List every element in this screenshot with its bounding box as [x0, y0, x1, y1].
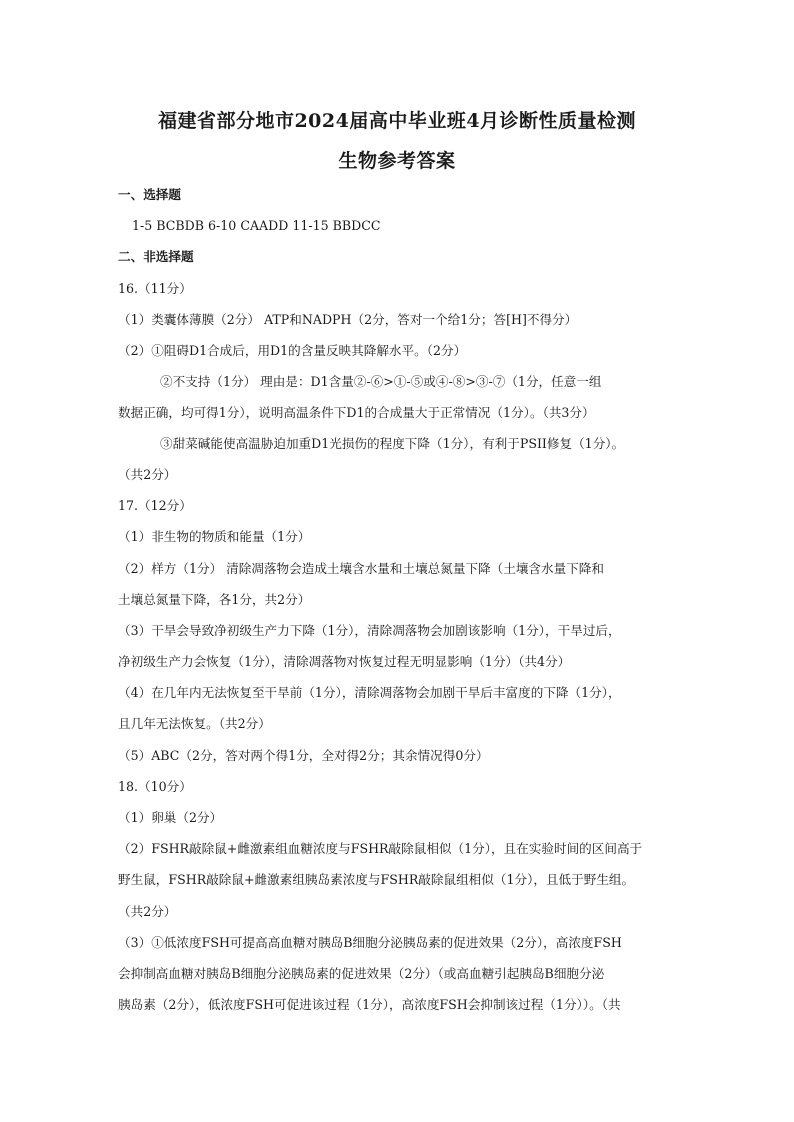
answer-line: 数据正确，均可得1分），说明高温条件下D1的合成量大于正常情况（1分）。（共3分）: [118, 405, 595, 420]
answer-line: 且几年无法恢复。（共2分）: [118, 716, 271, 731]
question-16-heading: 16.（11分）: [118, 281, 192, 296]
section-heading-nonchoice: 二、非选择题: [118, 249, 194, 264]
answer-line: （共2分）: [118, 904, 177, 919]
answer-line: （2）①阻碍D1合成后，用D1的含量反映其降解水平。（2分）: [118, 343, 467, 358]
answer-line: ③甜菜碱能使高温胁迫加重D1光损伤的程度下降（1分），有利于PSII修复（1分）。: [160, 436, 625, 451]
answer-line: （1）非生物的物质和能量（1分）: [118, 529, 311, 544]
answer-line: 胰岛素（2分），低浓度FSH可促进该过程（1分），高浓度FSH会抑制该过程（1分））。（共: [118, 997, 621, 1012]
choice-answers: 1-5 BCBDB 6-10 CAADD 11-15 BBDCC: [132, 218, 381, 233]
answer-line: （3）①低浓度FSH可提高高血糖对胰岛B细胞分泌胰岛素的促进效果（2分），高浓度FSH: [118, 935, 622, 950]
answer-line: ②不支持（1分） 理由是：D1含量②-⑥>①-⑤或④-⑧>③-⑦（1分，任意一组: [160, 374, 602, 389]
answer-line: （2）样方（1分） 清除凋落物会造成土壤含水量和土壤总氮量下降（土壤含水量下降和: [118, 561, 604, 576]
answer-line: （1）卵巢（2分）: [118, 810, 223, 825]
question-17-heading: 17.（12分）: [118, 498, 192, 513]
answer-line: （共2分）: [118, 467, 177, 482]
document-title: 福建省部分地市2024届高中毕业班4月诊断性质量检测: [157, 110, 637, 132]
section-heading-choice: 一、选择题: [118, 187, 181, 202]
question-18-heading: 18.（10分）: [118, 779, 192, 794]
answer-line: 野生鼠，FSHR敲除鼠+雌激素组胰岛素浓度与FSHR敲除鼠组相似（1分），且低于野生组。: [118, 872, 635, 887]
answer-line: （5）ABC（2分，答对两个得1分，全对得2分；其余情况得0分）: [118, 748, 489, 763]
answer-line: 会抑制高血糖对胰岛B细胞分泌胰岛素的促进效果（2分）（或高血糖引起胰岛B细胞分泌: [118, 966, 605, 981]
answer-line: （4）在几年内无法恢复至干旱前（1分），清除凋落物会加剧干旱后丰富度的下降（1分），: [118, 685, 621, 700]
answer-line: （2）FSHR敲除鼠+雌激素组血糖浓度与FSHR敲除鼠相似（1分），且在实验时间的区间高于: [118, 841, 643, 856]
document-subtitle: 生物参考答案: [338, 150, 456, 172]
answer-line: （3）干旱会导致净初级生产力下降（1分），清除凋落物会加剧该影响（1分），干旱过后，: [118, 623, 621, 638]
answer-line: 土壤总氮量下降，各1分，共2分）: [118, 592, 311, 607]
answer-line: 净初级生产力会恢复（1分），清除凋落物对恢复过程无明显影响（1分）（共4分）: [118, 654, 571, 669]
answer-line: （1）类囊体薄膜（2分） ATP和NADPH（2分，答对一个给1分；答[H]不得分）: [118, 312, 578, 327]
